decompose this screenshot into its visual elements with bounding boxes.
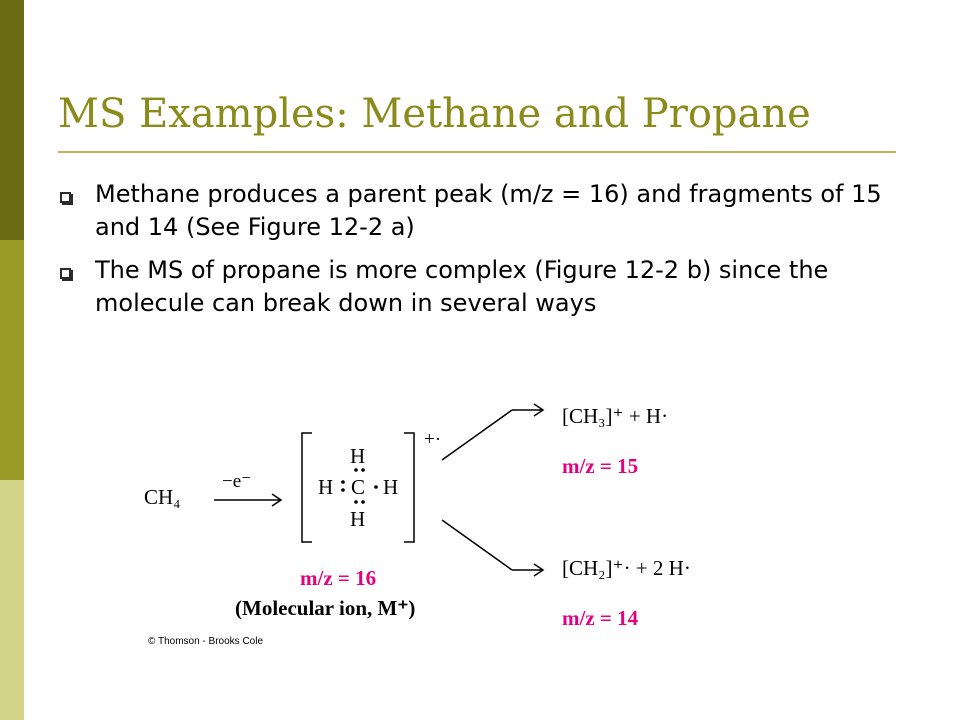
slide-title: MS Examples: Methane and Propane [58,91,811,137]
reactant-methane: CH₄ [144,485,181,509]
electron-dot [341,480,345,484]
fragment-ch2-mz: m/z = 14 [562,606,639,630]
fragment-arrow-down [442,520,512,570]
right-bracket [404,433,414,542]
fragment-ch3: [CH₃]⁺ + H· [562,404,669,428]
sidebar-segment-dark [0,0,24,240]
methane-fragmentation-figure [120,390,780,650]
molecular-ion-mz: m/z = 16 [300,566,377,590]
electron-dot [374,485,378,489]
lewis-carbon: C [351,475,366,499]
title-underline [58,151,896,153]
fragment-ch3-mz: m/z = 15 [562,454,639,478]
bullet-list [60,178,900,330]
square-bullet-icon [60,268,71,279]
radical-cation-charge: +· [424,429,442,450]
electron-dot [361,468,365,472]
electron-dot [354,500,358,504]
sidebar-segment-mid [0,240,24,480]
molecular-ion-label: (Molecular ion, M⁺) [235,596,416,620]
left-bracket [302,433,312,542]
bullet-item [60,254,900,320]
bullet-item [60,178,900,244]
lewis-hydrogen-left: H [318,475,334,499]
square-bullet-icon [60,192,71,203]
lewis-hydrogen-bottom: H [350,507,366,531]
electron-dot [361,500,365,504]
bullet-text: Methane produces a parent peak (m/z = 16) and fragments of 15 and 14 (See Figure 12-2 a) [95,180,882,241]
copyright-credit: © Thomson - Brooks Cole [148,636,264,647]
electron-dot [341,488,345,492]
electron-loss-label: −e⁻ [222,471,252,492]
sidebar-segment-light [0,480,24,720]
bullet-text: The MS of propane is more complex (Figure 12-2 b) since the molecule can break down in several ways [95,256,829,317]
electron-dot [354,468,358,472]
fragment-ch2: [CH₂]⁺· + 2 H· [562,556,691,580]
lewis-hydrogen-top: H [350,444,366,468]
lewis-hydrogen-right: H [383,475,399,499]
figure-graphics [120,390,780,650]
fragment-arrow-up [442,410,512,460]
